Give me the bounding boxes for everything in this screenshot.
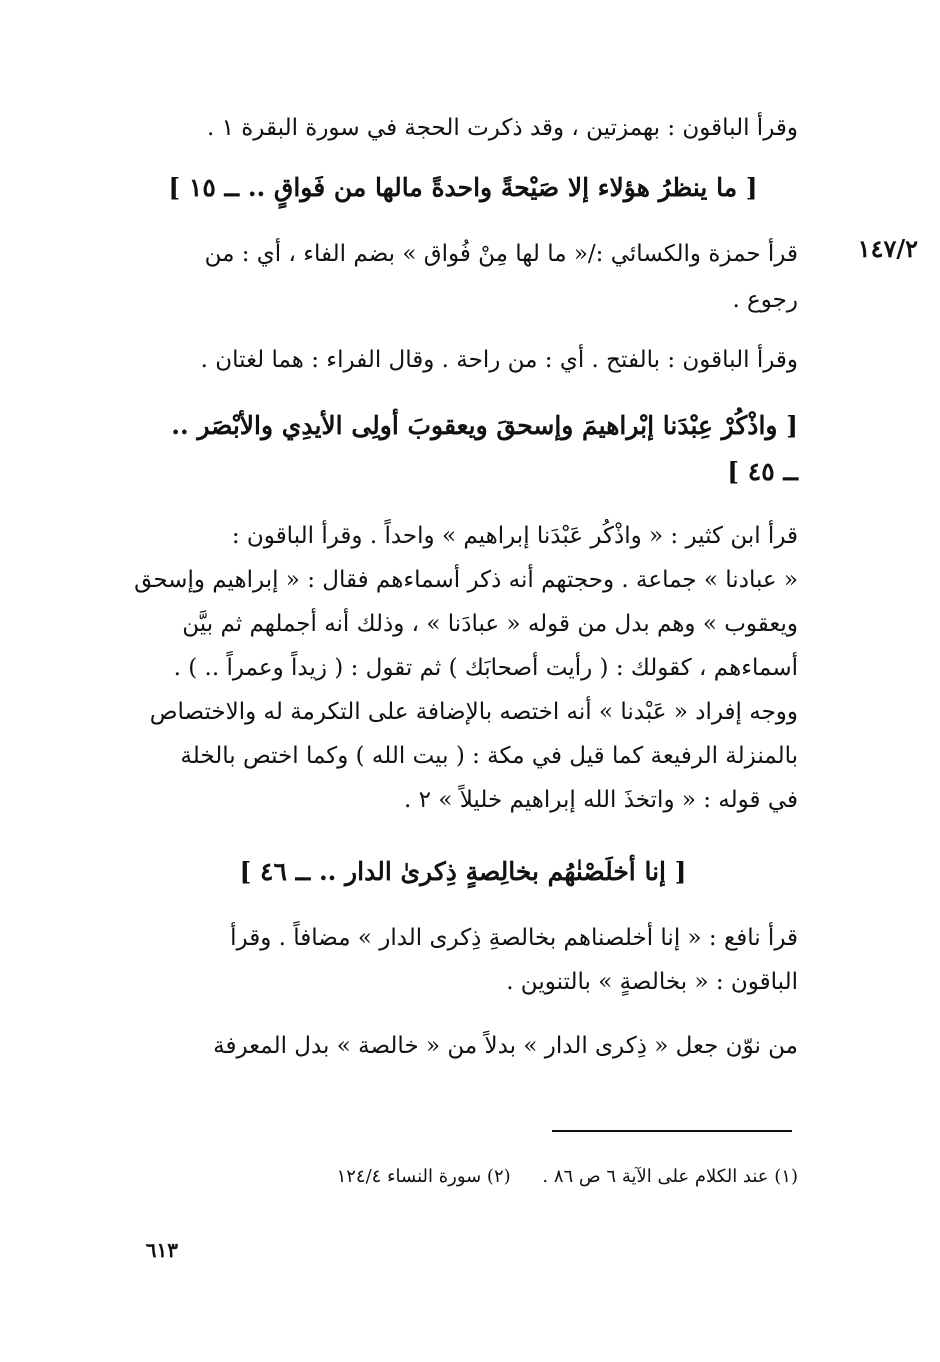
paragraph-4-line-7: في قوله : « واتخذَ الله إبراهيم خليلاً » ٢ . — [404, 787, 798, 813]
footnote-2: (٢) سورة النساء ١٢٤/٤ — [336, 1166, 511, 1187]
paragraph-2-line-2: رجوع . — [732, 287, 798, 313]
paragraph-2-line-1: قرأ حمزة والكسائي :/« ما لها مِنْ فُواق » بضم الفاء ، أي : من — [204, 241, 798, 267]
paragraph-4-line-2: « عبادنا » جماعة . وحجتهم أنه ذكر أسماءهم فقال : « إبراهيم وإسحق — [134, 567, 798, 593]
page-number: ٦١٣ — [145, 1238, 178, 1262]
paragraph-4-line-1: قرأ ابن كثير : « واذْكُر عَبْدَنا إبراهيم » واحداً . وقرأ الباقون : — [231, 523, 798, 549]
paragraph-4-line-4: أسماءهم ، كقولك : ( رأيت أصحابَك ) ثم تقول : ( زيداً وعمراً .. ) . — [173, 655, 798, 681]
verse-46: [ إنا أخلَصْنٰهُم بخالِصةٍ ذِكرىٰ الدار .. ــ ٤٦ ] — [239, 857, 687, 886]
footnote-1: (١) عند الكلام على الآية ٦ ص ٨٦ . — [542, 1166, 798, 1187]
margin-reference: ١٤٧/٢ — [857, 234, 918, 263]
verse-45-line-1: [ واذْكُرْ عِبْدَنا إبْراهيمَ وإسحقَ ويعقوبَ أولِى الأيدِي والأبْصَر .. — [171, 411, 798, 440]
paragraph-4-line-5: ووجه إفراد « عَبْدنا » أنه اختصه بالإضافة على التكرمة له والاختصاص — [149, 699, 798, 725]
paragraph-4-line-6: بالمنزلة الرفيعة كما قيل في مكة : ( بيت الله ) وكما اختص بالخلة — [180, 743, 798, 769]
paragraph-5-line-2: الباقون : « بخالصةٍ » بالتنوين . — [506, 969, 798, 995]
paragraph-3: وقرأ الباقون : بالفتح . أي : من راحة . وقال الفراء : هما لغتان . — [200, 347, 798, 373]
paragraph-6: من نوّن جعل « ذِكرى الدار » بدلاً من « خالصة » بدل المعرفة — [213, 1033, 798, 1059]
footnotes — [198, 1162, 798, 1192]
paragraph-4-line-3: ويعقوب » وهم بدل من قوله « عبادَنا » ، وذلك أنه أجملهم ثم بيَّن — [182, 611, 798, 637]
paragraph-1: وقرأ الباقون : بهمزتين ، وقد ذكرت الحجة في سورة البقرة ١ . — [206, 115, 798, 141]
verse-15: [ ما ينظرُ هؤلاء إلا صَيْحةً واحدةً مالها من فَواقٍ .. ــ ١٥ ] — [168, 173, 758, 202]
paragraph-5-line-1: قرأ نافع : « إنا أخلصناهم بخالصةِ ذِكرى الدار » مضافاً . وقرأ — [230, 925, 798, 951]
footnote-divider — [552, 1130, 792, 1132]
verse-45-line-2: ــ ٤٥ ] — [727, 457, 798, 486]
